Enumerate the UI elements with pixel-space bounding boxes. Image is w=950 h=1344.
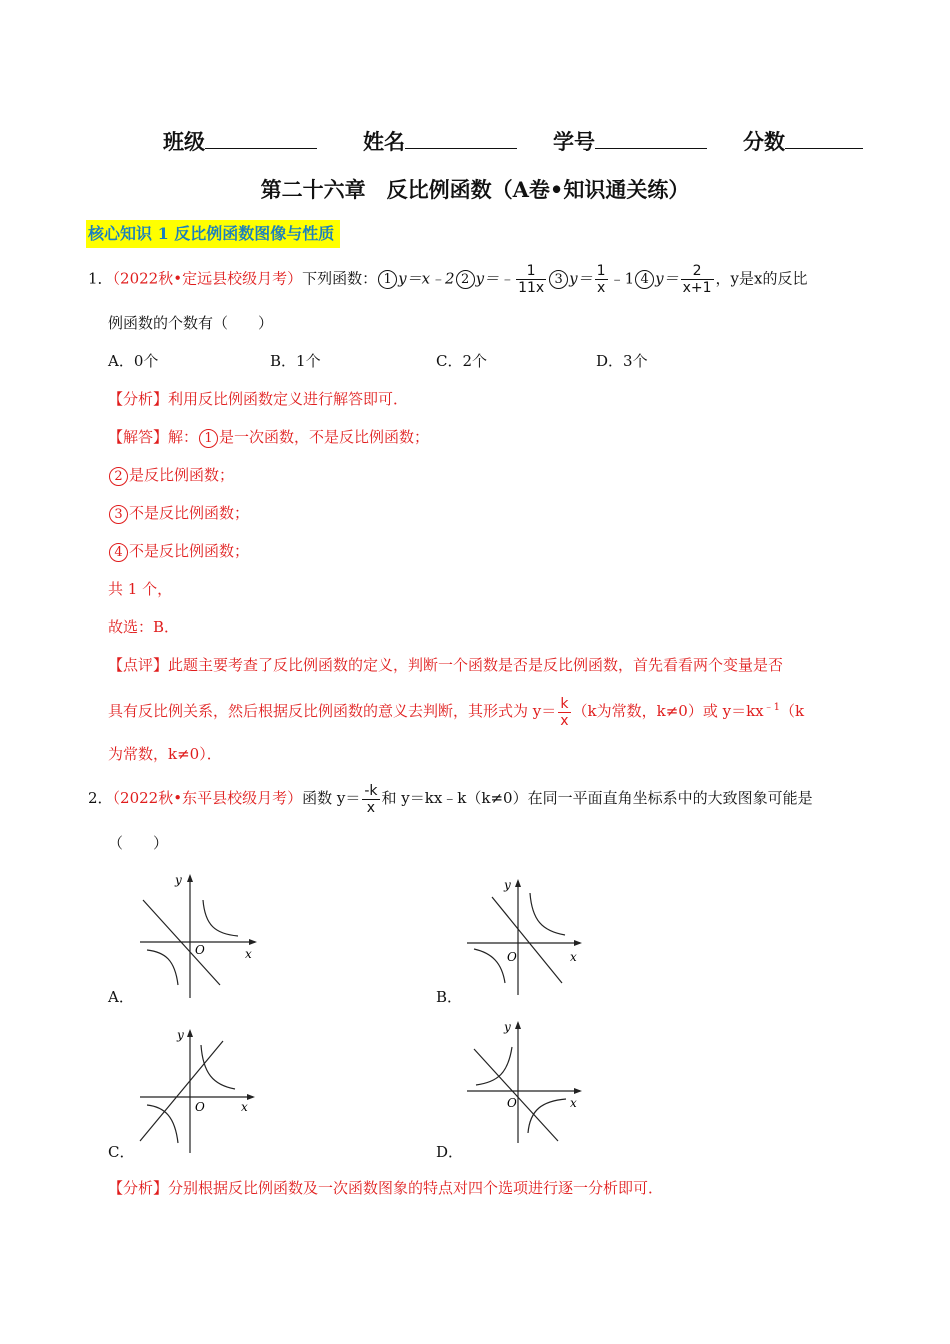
- name-field: 姓名: [363, 126, 517, 156]
- q1-comment-2: 具有反比例关系，然后根据反比例函数的意义去判断，其形式为 y＝ $\frac{k}{x}$ （k为常数，k≠0）或 $y=kx^{﹣1}(k$: [108, 695, 805, 729]
- q1-comment: 【点评】此题主要考查了反比例函数的定义，判断一个函数是否是反比例函数，首先看看两个变量是否: [108, 656, 784, 674]
- graph-c-label: C．: [108, 1143, 135, 1161]
- x-axis-arrow-icon: [247, 1094, 255, 1100]
- x-axis-arrow-icon: [574, 1088, 582, 1094]
- score-field: 分数: [743, 126, 863, 156]
- q2-stem: 2．（2022秋•东平县校级月考）函数 y＝ $\frac{-k}{x}$ 和 y＝kx﹣k（k≠0）在同一平面直角坐标系中的大致图象可能是: [88, 782, 813, 816]
- hyperbola-branch: [530, 893, 565, 935]
- y-axis-label: y: [504, 1020, 511, 1034]
- y-axis-arrow-icon: [187, 874, 193, 882]
- line-graph: [474, 1049, 558, 1141]
- graph-b: [462, 875, 587, 1000]
- q1-stem: 1．（2022秋•定远县校级月考）下列函数： 1 y＝x﹣2 2 y＝﹣ $\frac{1}{11x}$ 3 y＝ $\frac{1}{x}$ ﹣1 4 y＝ $\frac{2}{x+1}$ ，y是x的反比: [88, 263, 808, 296]
- origin-label: O: [195, 1100, 205, 1114]
- x-axis-arrow-icon: [574, 940, 582, 946]
- q1-solution-4: 4 不是反比例函数；: [108, 539, 249, 563]
- line-graph: [492, 897, 562, 983]
- hyperbola-branch: [203, 900, 238, 936]
- q1-answer: 故选：B．: [108, 618, 180, 636]
- x-axis-label: x: [241, 1100, 248, 1114]
- page-title: 第二十六章 反比例函数（A卷•知识通关练）: [260, 177, 690, 202]
- class-field: 班级: [163, 126, 317, 156]
- hyperbola-branch: [474, 949, 505, 983]
- graph-d-label: D．: [436, 1143, 464, 1161]
- q1-solution-3: 3 不是反比例函数；: [108, 501, 249, 525]
- hyperbola-branch: [476, 1047, 512, 1085]
- q1-option-b: B．1个: [270, 352, 321, 370]
- q1-solution-2: 2 是反比例函数；: [108, 463, 234, 487]
- hyperbola-branch: [528, 1099, 566, 1133]
- student-id-field: 学号: [553, 126, 707, 156]
- hyperbola-branch: [147, 950, 178, 985]
- x-axis-label: x: [570, 1096, 577, 1110]
- graph-a-label: A．: [108, 988, 134, 1006]
- line-graph: [140, 1041, 223, 1141]
- x-axis-label: x: [570, 950, 577, 964]
- graph-a: [135, 870, 260, 1000]
- q2-analysis: 【分析】分别根据反比例函数及一次函数图象的特点对四个选项进行逐一分析即可．: [108, 1179, 664, 1197]
- q2-paren: （ ）: [108, 834, 169, 852]
- graph-d: [462, 1015, 587, 1145]
- q1-option-c: C．2个: [436, 352, 488, 370]
- q1-stem-line2: 例函数的个数有（ ）: [108, 314, 274, 332]
- graph-c: [135, 1025, 260, 1155]
- y-axis-label: y: [175, 873, 182, 887]
- y-axis-arrow-icon: [515, 1021, 521, 1029]
- q1-option-a: A．0个: [108, 352, 159, 370]
- x-axis-label: x: [245, 947, 252, 961]
- y-axis-arrow-icon: [187, 1029, 193, 1037]
- q1-comment-3: 为常数，k≠0）．: [108, 745, 222, 763]
- y-axis-label: y: [177, 1028, 184, 1042]
- q1-solution: 【解答】解： 1 是一次函数，不是反比例函数；: [108, 428, 430, 446]
- hyperbola-branch: [147, 1105, 178, 1143]
- section-heading: 核心知识 1 反比例函数图像与性质: [86, 220, 340, 248]
- q1-total: 共 1 个，: [108, 580, 173, 598]
- q1-option-d: D．3个: [596, 352, 648, 370]
- graph-b-label: B．: [436, 988, 463, 1006]
- q1-analysis: 【分析】利用反比例函数定义进行解答即可．: [108, 390, 409, 408]
- origin-label: O: [507, 950, 517, 964]
- origin-label: O: [507, 1096, 517, 1110]
- y-axis-label: y: [504, 878, 511, 892]
- origin-label: O: [195, 943, 205, 957]
- x-axis-arrow-icon: [249, 939, 257, 945]
- hyperbola-branch: [201, 1045, 235, 1089]
- y-axis-arrow-icon: [515, 879, 521, 887]
